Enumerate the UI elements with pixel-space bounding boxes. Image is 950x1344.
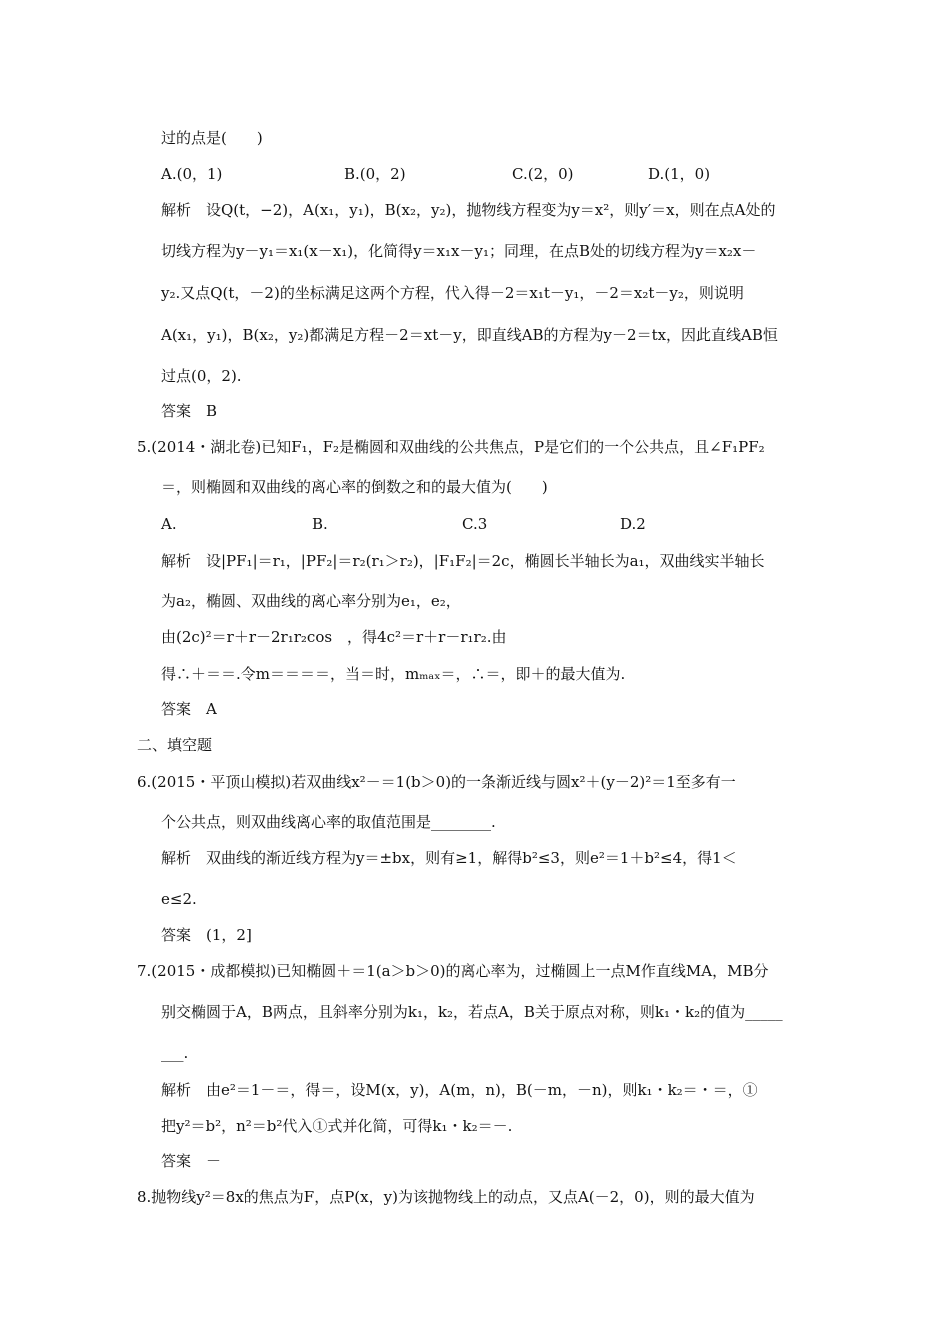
section-heading: 二、填空题 [137,736,213,754]
q7-stem-line-1: 7.(2015・成都模拟)已知椭圆＋＝1(a＞b＞0)的离心率为，过椭圆上一点M作直线MA，MB分 [137,962,769,980]
q5-answer: 答案 A [161,700,217,718]
q5-analysis-line-3: 由(2c)²＝r＋r－2r₁r₂cos ，得4c²＝r＋r－r₁r₂.由 [161,628,507,646]
q5-analysis-line-1: 解析 设|PF₁|＝r₁，|PF₂|＝r₂(r₁＞r₂)，|F₁F₂|＝2c，椭圆长半轴长为a₁，双曲线实半轴长 [161,552,765,570]
q4-stem-continued: 过的点是( ) [161,129,263,147]
q7-analysis-line-2: 把y²＝b²，n²＝b²代入①式并化简，可得k₁・k₂＝－. [161,1117,513,1135]
q7-stem-line-2: 别交椭圆于A，B两点，且斜率分别为k₁，k₂，若点A，B关于原点对称，则k₁・k₂的值为_____ [161,1003,783,1021]
q4-option-c: C.(2，0) [512,165,574,183]
q6-stem-line-1: 6.(2015・平顶山模拟)若双曲线x²－＝1(b＞0)的一条渐近线与圆x²＋(y－2)²＝1至多有一 [137,773,736,791]
q5-analysis-line-2: 为a₂，椭圆、双曲线的离心率分别为e₁，e₂， [161,592,461,610]
q5-analysis-line-4: 得∴＋＝＝.令m＝＝＝＝，当＝时，mₘₐₓ＝，∴＝，即＋的最大值为. [161,665,626,683]
q4-analysis-line-5: 过点(0，2). [161,367,242,385]
q4-option-d: D.(1，0) [648,165,711,183]
q5-option-a: A. [161,515,177,533]
q4-analysis-line-2: 切线方程为y－y₁＝x₁(x－x₁)，化简得y＝x₁x－y₁；同理，在点B处的切线方程为y＝x₂x－ [161,242,757,260]
q4-answer: 答案 B [161,402,218,420]
q5-stem-line-2: ＝，则椭圆和双曲线的离心率的倒数之和的最大值为( ) [161,478,548,496]
q5-option-d: D.2 [620,515,646,533]
q5-option-c: C.3 [462,515,488,533]
q5-option-b: B. [312,515,328,533]
q6-answer: 答案 (1，2] [161,926,252,944]
q4-option-b: B.(0，2) [344,165,406,183]
q6-analysis-line-2: e≤2. [161,890,197,908]
q4-analysis-line-1: 解析 设Q(t，−2)，A(x₁，y₁)，B(x₂，y₂)，抛物线方程变为y＝x²，则y′＝x，则在点A处的 [161,201,776,219]
q7-answer: 答案 － [161,1152,222,1170]
q4-analysis-line-3: y₂.又点Q(t，－2)的坐标满足这两个方程，代入得－2＝x₁t－y₁，－2＝x₂t－y₂，则说明 [161,284,744,302]
q7-analysis-line-1: 解析 由e²＝1－＝，得＝，设M(x，y)，A(m，n)，B(－m，－n)，则k₁・k₂＝・＝，① [161,1081,758,1099]
q7-stem-line-3: ___. [161,1044,189,1062]
q6-stem-line-2: 个公共点，则双曲线离心率的取值范围是________. [161,813,496,831]
q4-analysis-line-4: A(x₁，y₁)，B(x₂，y₂)都满足方程－2＝xt－y，即直线AB的方程为y－2＝tx，因此直线AB恒 [161,326,778,344]
q4-option-a: A.(0，1) [161,165,223,183]
q8-stem-line-1: 8.抛物线y²＝8x的焦点为F，点P(x，y)为该抛物线上的动点，又点A(－2，0)，则的最大值为 [137,1188,755,1206]
q6-analysis-line-1: 解析 双曲线的渐近线方程为y＝±bx，则有≥1，解得b²≤3，则e²＝1＋b²≤4，得1＜ [161,849,737,867]
q5-stem-line-1: 5.(2014・湖北卷)已知F₁，F₂是椭圆和双曲线的公共焦点，P是它们的一个公共点，且∠F₁PF₂ [137,438,765,456]
